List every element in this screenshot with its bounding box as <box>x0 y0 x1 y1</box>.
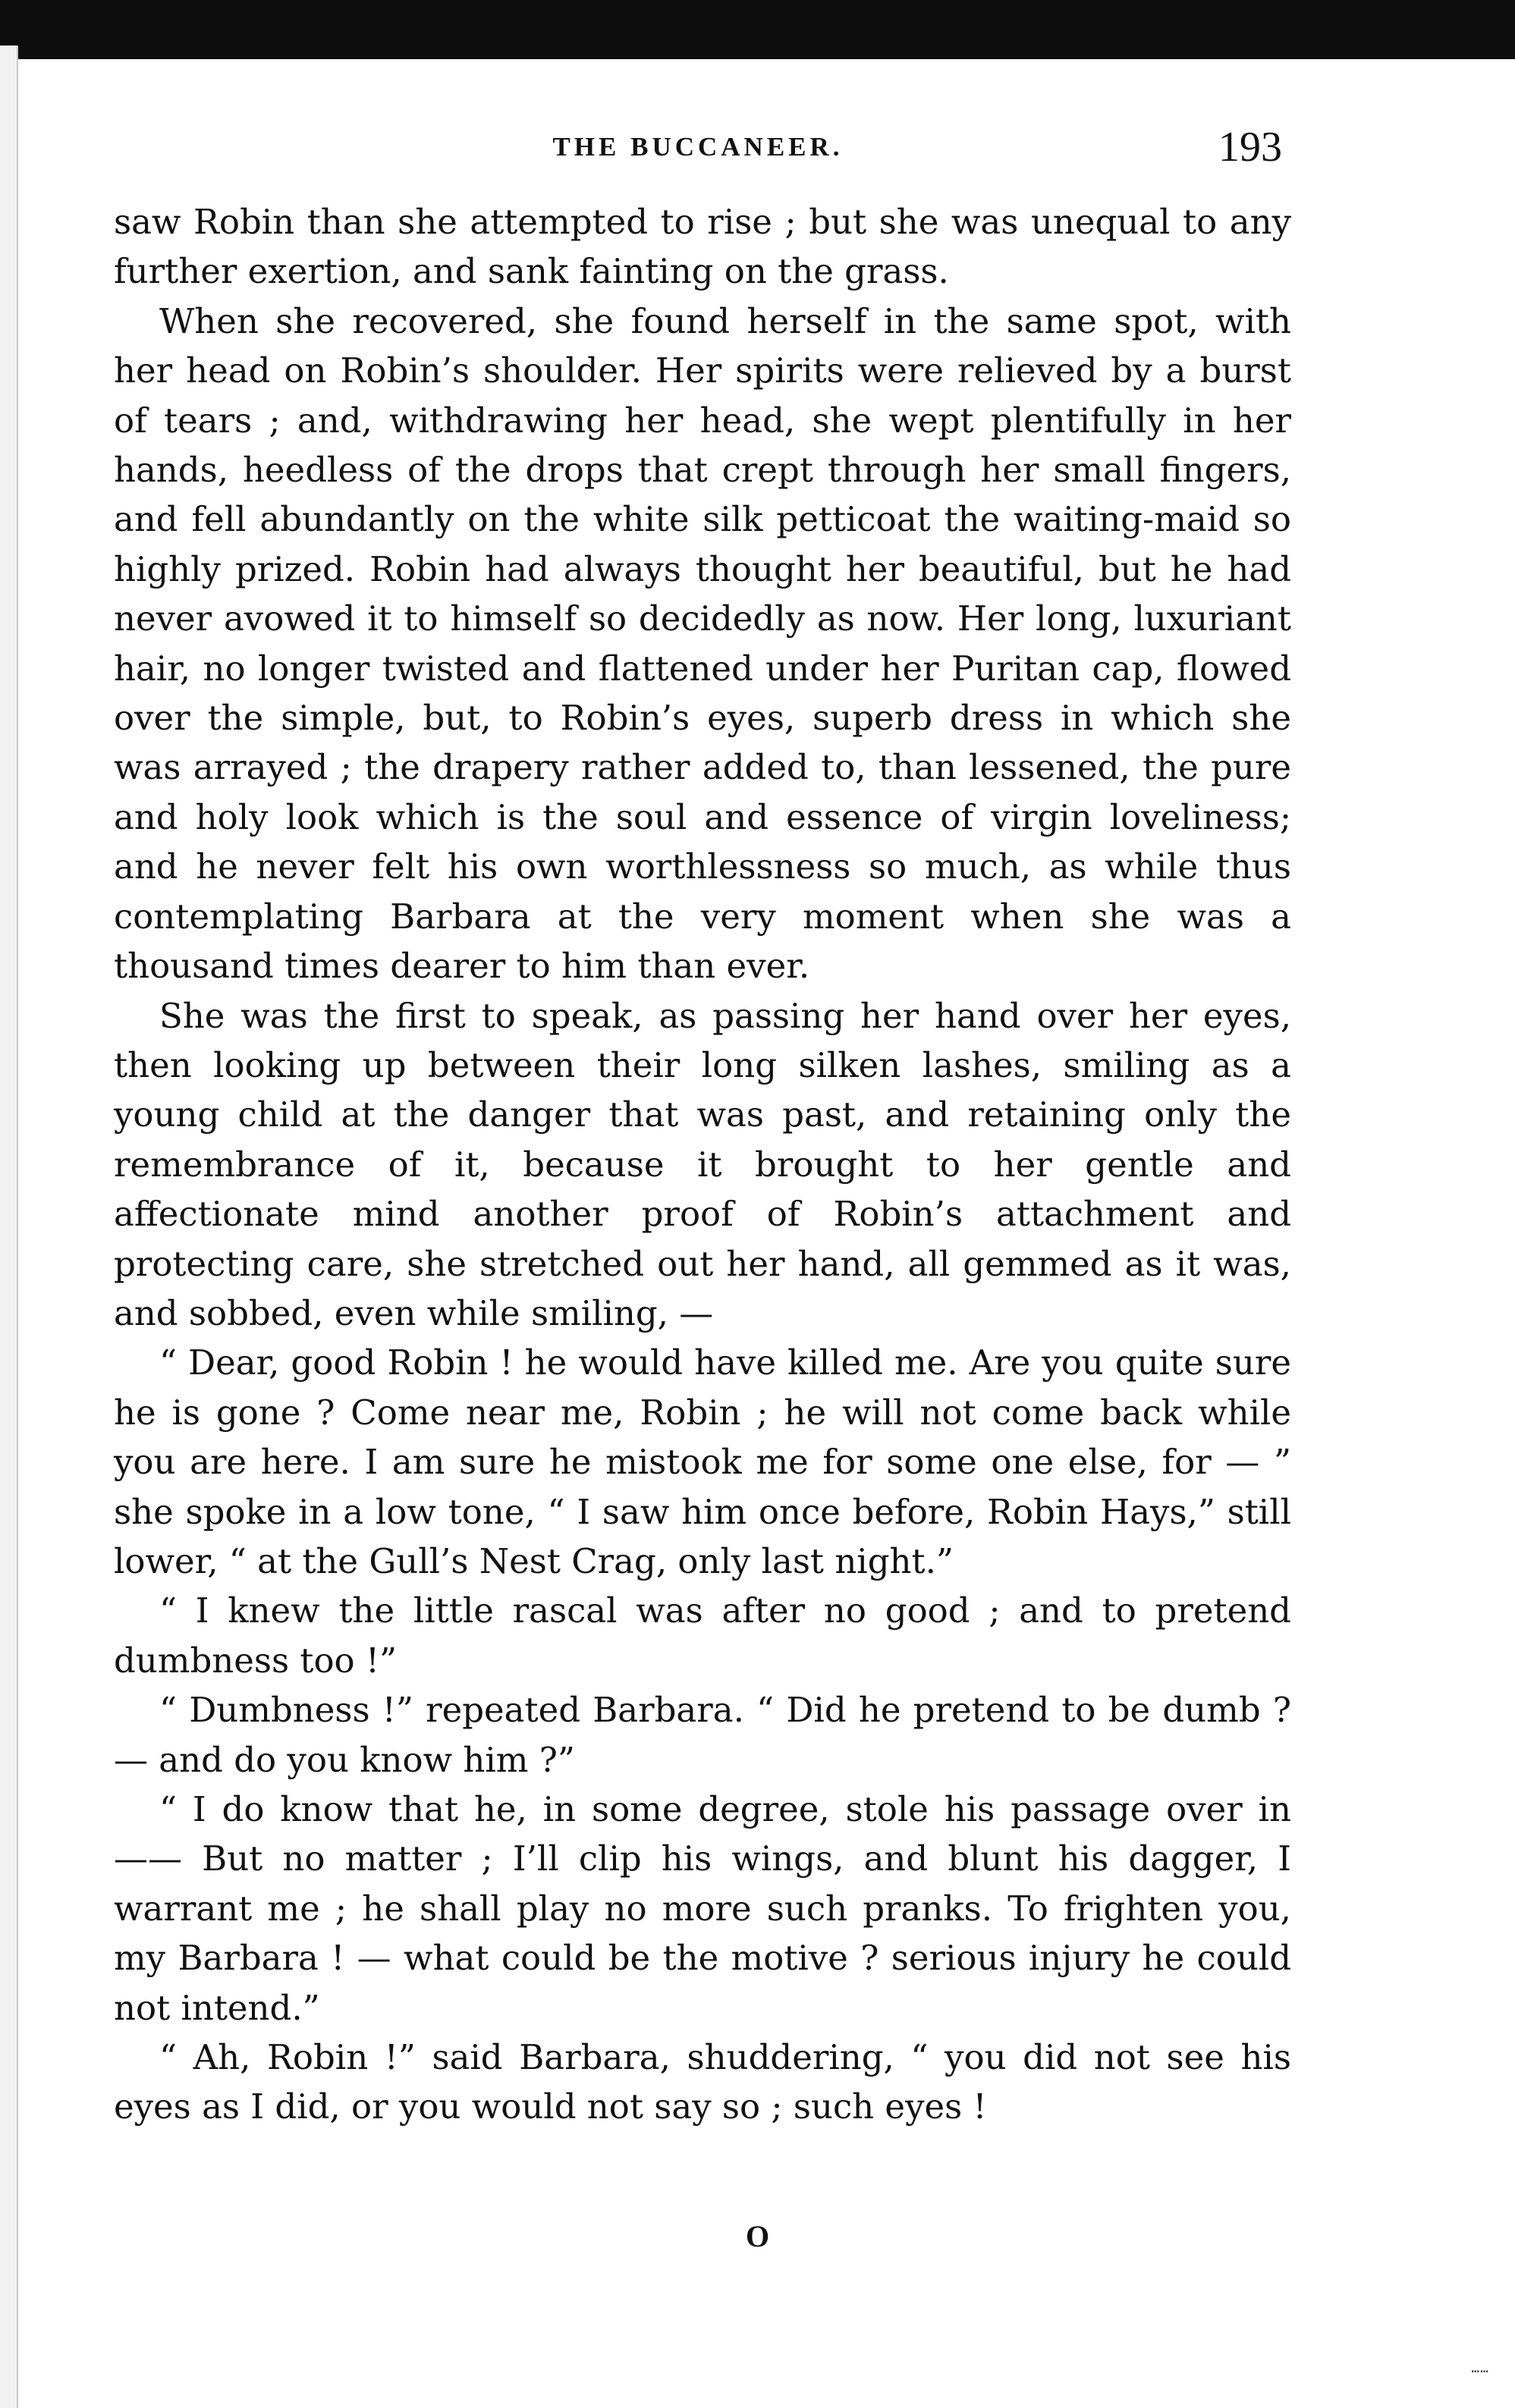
paragraph-7: “ I do know that he, in some degree, stole his passage over in —— But no matter ; I’ll clip his wings, and blunt his dagger, I warrant me ; he shall play no more such pranks. To frighten you, my Barbara ! — what could be the motive ? serious injury he could not intend.” <box>114 1789 1291 2028</box>
page-left-edge <box>0 46 18 2408</box>
top-border-rule <box>0 0 1515 59</box>
body-text <box>114 197 1291 2132</box>
paragraph-6: “ Dumbness !” repeated Barbara. “ Did he pretend to be dumb ? — and do you know him ?” <box>114 1690 1291 1780</box>
paragraph-4: “ Dear, good Robin ! he would have killed me. Are you quite sure he is gone ? Come near me, Robin ; he will not come back while you are here. I am sure he mistook me for some one else, for — ” she spoke in a low tone, “ I saw him once before, Robin Hays,” still lower, “ at the Gull’s Nest Crag, only last night.” <box>114 1342 1291 1581</box>
paragraph-1: saw Robin than she attempted to rise ; but she was unequal to any further exertion, and sank fainting on the grass. <box>114 202 1291 292</box>
signature-mark: O <box>745 2219 770 2253</box>
paragraph-2: When she recovered, she found herself in the same spot, with her head on Robin’s shoulder. Her spirits were relieved by a burst of tears ; and, withdrawing her head, she wept plentifully in her hands, heedless of the drops that crept through her small fingers, and fell abundantly on the white silk petticoat the waiting-maid so highly prized. Robin had always thought her beautiful, but he had never avowed it to himself so decidedly as now. Her long, luxuriant hair, no longer twisted and flattened under her Puritan cap, flowed over the simple, but, to Robin’s eyes, superb dress in which she was arrayed ; the drapery rather added to, than lessened, the pure and holy look which is the soul and essence of virgin loveliness; and he never felt his own worthlessness so much, as while thus contemplating Barbara at the very moment when she was a thousand times dearer to him than ever. <box>114 300 1291 987</box>
edge-mark: …… <box>1471 2360 1489 2376</box>
paragraph-5: “ I knew the little rascal was after no good ; and to pretend dumbness too !” <box>114 1590 1291 1681</box>
running-title: THE BUCCANEER. <box>552 132 844 162</box>
paragraph-3: She was the first to speak, as passing her hand over her eyes, then looking up between their long silken lashes, smiling as a young child at the danger that was past, and retaining only the remembrance of it, because it brought to her gentle and affectionate mind another proof of Robin’s attachment and protecting care, she stretched out her hand, all gemmed as it was, and sobbed, even while smiling, — <box>114 995 1291 1333</box>
page-number: 193 <box>1218 124 1282 171</box>
page-header <box>114 114 1282 182</box>
paragraph-8: “ Ah, Robin !” said Barbara, shuddering, “ you did not see his eyes as I did, or you would not say so ; such eyes ! <box>114 2037 1291 2127</box>
